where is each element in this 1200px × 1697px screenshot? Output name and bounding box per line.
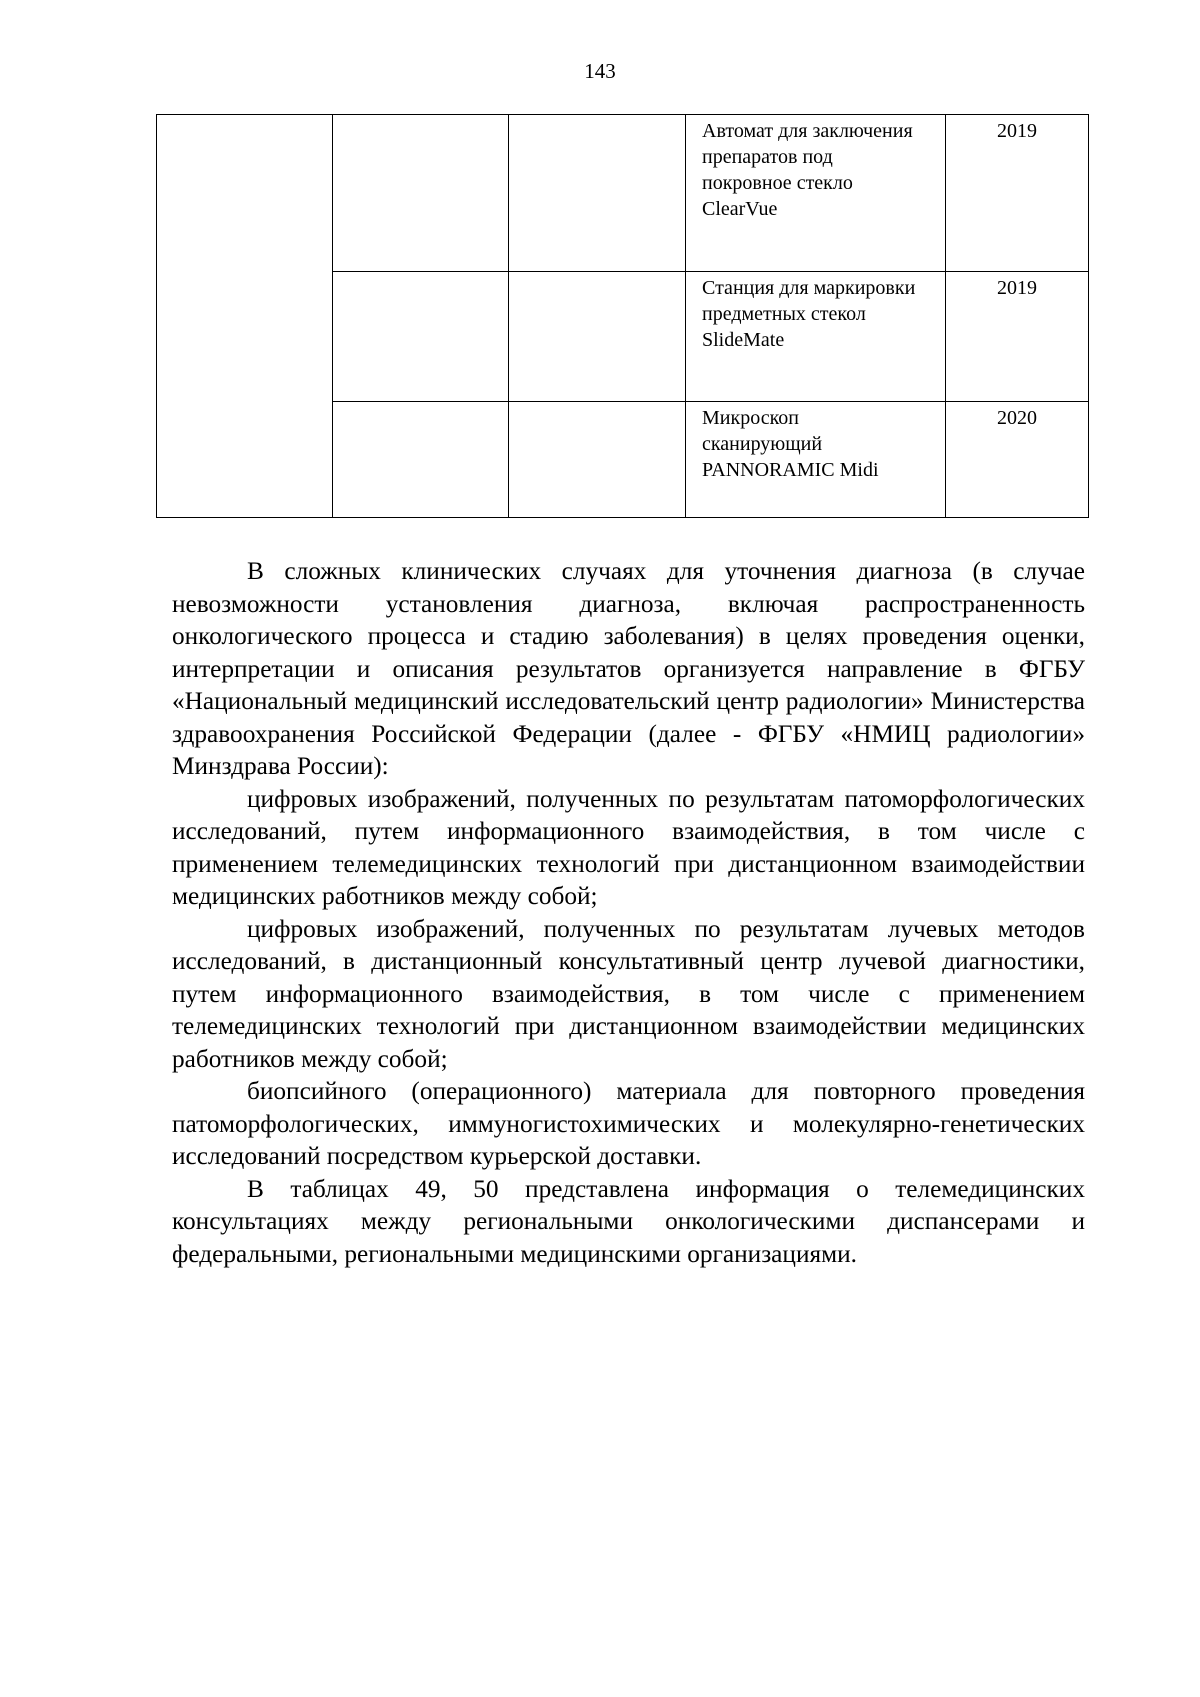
equipment-name-line: Автомат для заключения [702,120,913,142]
equipment-name [686,402,946,518]
equipment-name-line: Станция для маркировки [702,277,916,299]
table-cell-empty [509,402,686,518]
equipment-table [156,114,1089,518]
paragraph: В сложных клинических случаях для уточнения диагноза (в случае невозможности установления диагноза, включая распространенность онкологического процесса и стадию заболевания) в целях проведения оценки, интерпретации и описания результатов организуется направление в ФГБУ «Национальный медицинский исследовательский центр радиологии» Министерства здравоохранения Российской Федерации (далее - ФГБУ «НМИЦ радиологии» Минздрава России): [172,557,1085,780]
table-cell-empty [333,402,509,518]
equipment-name-line: предметных стекол [702,303,866,325]
equipment-name-line: покровное стекло [702,172,853,194]
page-number: 143 [584,59,616,83]
equipment-name-line: сканирующий [702,433,823,455]
paragraph: биопсийного (операционного) материала для повторного проведения патоморфологических, иммуногистохимических и молекулярно-генетических исследований посредством курьерской доставки. [172,1077,1085,1170]
equipment-name [686,272,946,402]
equipment-name-line: PANNORAMIC Midi [702,459,879,481]
equipment-name-line: SlideMate [702,329,785,351]
equipment-year: 2019 [946,115,1089,272]
body-text [172,555,1085,1270]
paragraph: цифровых изображений, полученных по результатам патоморфологических исследований, путем информационного взаимодействия, в том числе с применением телемедицинских технологий при дистанционном взаимодействии медицинских работников между собой; [172,784,1085,910]
table-cell-empty [509,272,686,402]
table-cell-empty [157,115,333,518]
paragraph: цифровых изображений, полученных по результатам лучевых методов исследований, в дистанционный консультативный центр лучевой диагностики, путем информационного взаимодействия, в том числе с применением телемедицинских технологий при дистанционном взаимодействии медицинских работников между собой; [172,914,1085,1073]
equipment-name [686,115,946,272]
equipment-name-line: ClearVue [702,198,778,220]
table-cell-empty [333,115,509,272]
paragraph: В таблицах 49, 50 представлена информация о телемедицинских консультациях между региональными онкологическими диспансерами и федеральными, региональными медицинскими организациями. [172,1174,1085,1268]
table-row [157,115,1089,272]
equipment-year: 2020 [946,402,1089,518]
table-cell-empty [509,115,686,272]
equipment-year: 2019 [946,272,1089,402]
table-cell-empty [333,272,509,402]
equipment-name-line: препаратов под [702,146,833,168]
equipment-name-line: Микроскоп [702,407,799,429]
